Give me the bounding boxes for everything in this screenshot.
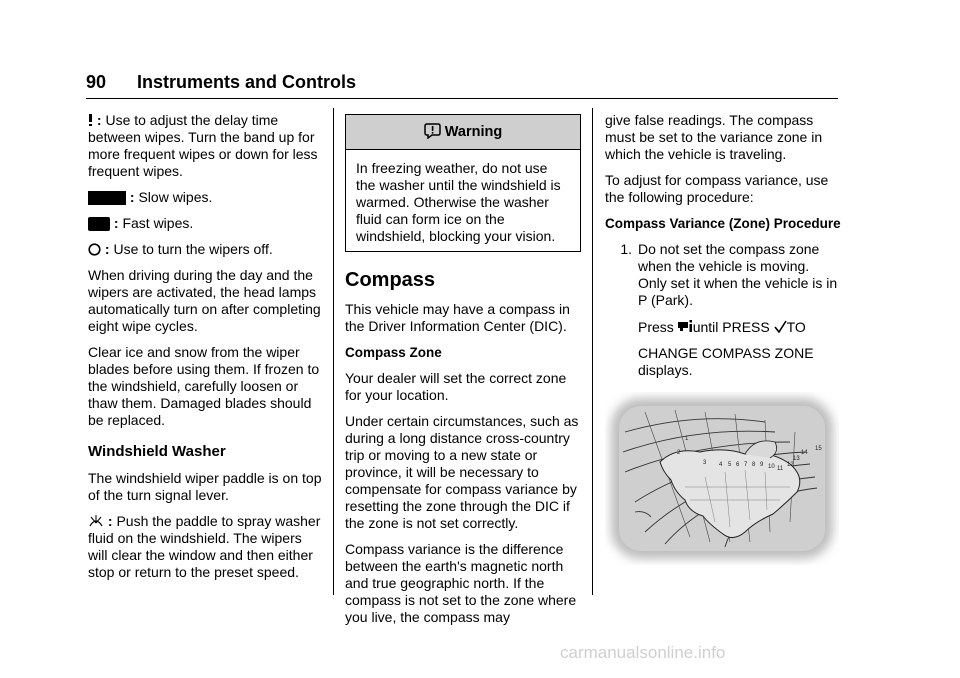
continued-text: give false readings. The compass must be set to the variance zone in which the vehicle is traveling. <box>605 112 823 162</box>
washer-text: Push the paddle to spray washer fluid on the windshield. The wipers will clear the window and then either stop or return to the preset speed. <box>88 513 321 580</box>
zone-label: 12 <box>787 462 794 468</box>
fast-wipe-icon <box>88 217 110 231</box>
delay-icon <box>88 113 93 125</box>
zone-label: 13 <box>793 456 800 462</box>
step-number: 1. <box>620 241 632 257</box>
header-rule <box>86 98 838 99</box>
checkmark-icon <box>774 320 787 333</box>
page-number: 90 <box>86 72 107 92</box>
procedure-heading: Compass Variance (Zone) Procedure <box>605 216 841 231</box>
column-2 <box>345 112 581 635</box>
zone-label: 14 <box>801 450 808 456</box>
washer-spray-icon <box>88 514 104 528</box>
zone-label: 9 <box>760 462 764 468</box>
zone-text-3: Compass variance is the difference between the earth's magnetic north and true geographic north. If the compass is not set to the zone where you live, the compass may <box>345 541 577 625</box>
warning-text: In freezing weather, do not use the washer until the windshield is warmed. Otherwise the washer fluid can form ice on the windshield, blocking your vision. <box>356 160 561 244</box>
compass-intro: This vehicle may have a compass in the Driver Information Center (DIC). <box>345 301 570 334</box>
zone-text-1: Your dealer will set the correct zone for your location. <box>345 370 567 403</box>
step-text: Do not set the compass zone when the vehicle is moving. Only set it when the vehicle is in P (Park). <box>638 241 838 308</box>
zone-label: 4 <box>719 462 723 468</box>
column-3 <box>605 112 841 379</box>
compass-zone-map <box>605 392 839 565</box>
slow-colon: : <box>129 189 135 205</box>
zone-label: 1 <box>685 436 689 442</box>
warning-icon <box>424 118 441 135</box>
zone-label: 10 <box>768 464 775 470</box>
zone-label: 15 <box>815 446 822 452</box>
watermark: carmanualsonline.info <box>560 643 726 662</box>
step-1 <box>605 241 841 309</box>
press-to: TO <box>786 319 806 335</box>
press-until: until PRESS <box>692 319 770 335</box>
zone-label: 3 <box>703 460 707 466</box>
delay-colon: : <box>96 112 102 128</box>
press-label: Press <box>638 319 674 335</box>
zone-heading: Compass Zone <box>345 345 442 360</box>
compass-heading: Compass <box>345 269 436 291</box>
ice-paragraph: Clear ice and snow from the wiper blades before using them. If frozen to the windshield, carefully loosen or thaw them. Damaged blades should be replaced. <box>88 344 320 428</box>
washer-colon: : <box>107 513 113 529</box>
warning-header <box>346 115 580 150</box>
zone-label: 11 <box>777 466 784 472</box>
column-divider-1 <box>333 108 334 595</box>
vehicle-info-icon <box>678 320 693 333</box>
slow-wipe-icon <box>88 191 126 205</box>
off-colon: : <box>104 241 110 257</box>
zone-label: 8 <box>752 462 756 468</box>
zone-label: 7 <box>744 462 748 468</box>
off-icon <box>88 243 101 256</box>
zone-label: 6 <box>736 462 740 468</box>
column-1 <box>88 112 324 590</box>
page-section-title: Instruments and Controls <box>137 72 357 92</box>
slow-paragraph <box>88 189 324 206</box>
zone-text-2: Under certain circumstances, such as during a long distance cross-country trip or moving to a new state or province, it will be necessary to compensate for compass variance by resetting the zone through the DIC if the zone is not set correctly. <box>345 413 579 531</box>
procedure-steps <box>605 241 841 379</box>
fast-paragraph <box>88 215 324 232</box>
adjust-text: To adjust for compass variance, use the following procedure: <box>605 172 829 205</box>
fast-colon: : <box>113 215 119 231</box>
off-text: Use to turn the wipers off. <box>113 241 273 257</box>
column-divider-2 <box>592 108 593 595</box>
warning-box <box>345 114 581 252</box>
press-displays: CHANGE COMPASS ZONE displays. <box>638 345 814 378</box>
fast-text: Fast wipes. <box>122 215 194 231</box>
washer-intro: The windshield wiper paddle is on top of the turn signal lever. <box>88 470 322 503</box>
zone-label: 2 <box>677 450 681 456</box>
warning-label: Warning <box>444 124 503 140</box>
washer-heading: Windshield Washer <box>88 443 226 460</box>
slow-text: Slow wipes. <box>138 189 213 205</box>
washer-paragraph <box>88 513 324 581</box>
zone-label: 5 <box>728 462 732 468</box>
daytime-paragraph: When driving during the day and the wipers are activated, the head lamps automatically turn on after completing eight wipe cycles. <box>88 267 321 334</box>
press-instruction <box>605 319 841 379</box>
off-paragraph <box>88 241 324 258</box>
delay-paragraph <box>88 112 324 180</box>
delay-text: Use to adjust the delay time between wipes. Turn the band up for more frequent wipes or down for less frequent wipes. <box>88 112 318 179</box>
